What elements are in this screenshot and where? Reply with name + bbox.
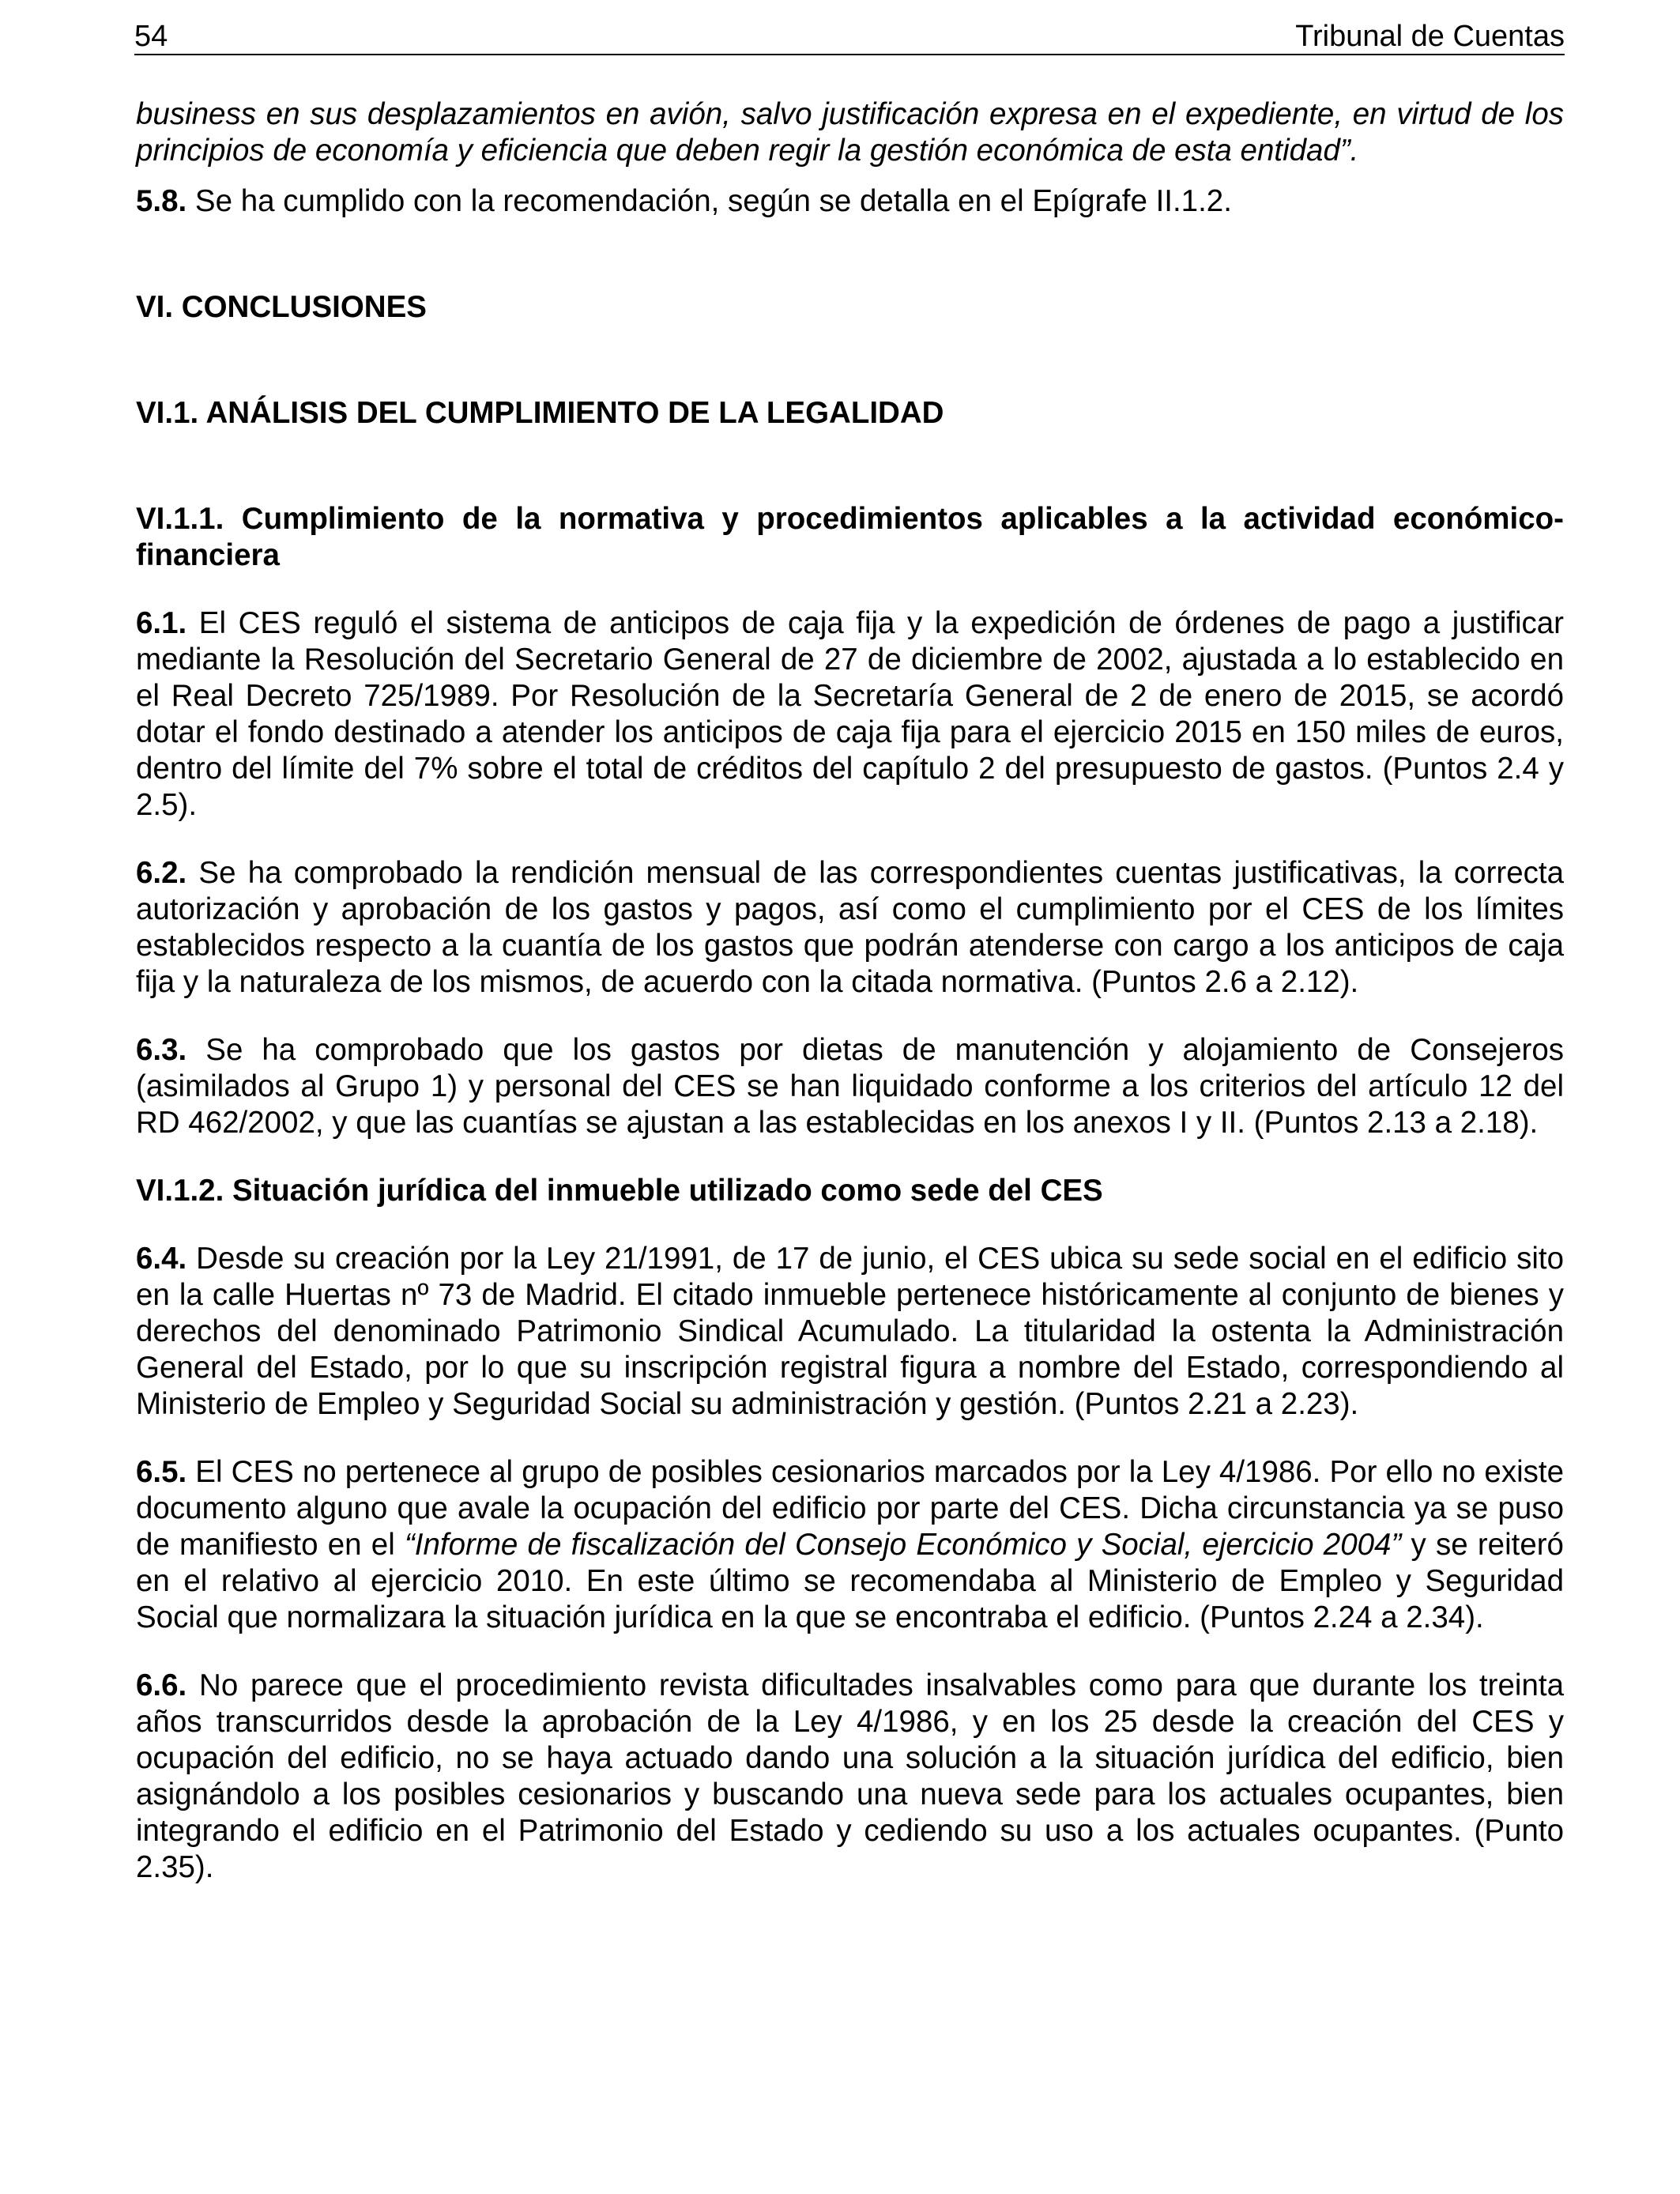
paragraph-text: y se reiteró en el relativo al ejercicio 2010. En este último se recomendaba al Ministerio de Empleo y Seguridad Social que normalizara la situación jurídica en la que se encontraba el edificio. (Puntos 2.24 a 2.34). [136, 1528, 1564, 1634]
paragraph-6-5 [136, 1454, 1564, 1636]
paragraph-text: Se ha comprobado que los gastos por dietas de manutención y alojamiento de Consejeros (asimilados al Grupo 1) y personal del CES se han liquidado conforme a los criterios del artículo 12 del RD 462/2002, y que las cuantías se ajustan a las establecidas en los anexos I y II. (Puntos 2.13 a 2.18). [136, 1033, 1564, 1140]
paragraph-number: 6.4. [136, 1242, 187, 1276]
section-heading-vi: VI. CONCLUSIONES [136, 290, 427, 324]
subsection-heading-vi-1-2: VI.1.2. Situación jurídica del inmueble utilizado como sede del CES [136, 1174, 1103, 1208]
paragraph-text: El CES no pertenece al grupo de posibles cesionarios marcados por la Ley 4/1986. Por ello no existe documento alguno que avale la ocupación del edificio por parte del CES. Dicha circunstancia ya se puso de manifiesto en el [136, 1455, 1564, 1562]
paragraph-number: 5.8. [136, 184, 187, 218]
paragraph-number: 6.3. [136, 1033, 187, 1067]
paragraph-number: 6.5. [136, 1455, 187, 1489]
page-number: 54 [134, 20, 168, 53]
quote-continuation: business en sus desplazamientos en avión, salvo justificación expresa en el expediente, en virtud de los principios de economía y eficiencia que deben regir la gestión económica de esta entidad”. [136, 97, 1564, 168]
paragraph-6-6 [136, 1668, 1564, 1886]
subsection-heading-vi-1-1: VI.1.1. Cumplimiento de la normativa y procedimientos aplicables a la actividad económico-financiera [136, 502, 1564, 572]
section-heading-vi-1: VI.1. ANÁLISIS DEL CUMPLIMIENTO DE LA LEGALIDAD [136, 396, 944, 430]
paragraph-6-1 [136, 605, 1564, 824]
paragraph-number: 6.1. [136, 606, 187, 640]
report-title: “Informe de fiscalización del Consejo Económico y Social, ejercicio 2004” [404, 1528, 1402, 1562]
paragraph-text: Desde su creación por la Ley 21/1991, de 17 de junio, el CES ubica su sede social en el edificio sito en la calle Huertas nº 73 de Madrid. El citado inmueble pertenece históricamente al conjunto de bienes y derechos del denominado Patrimonio Sindical Acumulado. La titularidad la ostenta la Administración General del Estado, por lo que su inscripción registral figura a nombre del Estado, correspondiendo al Ministerio de Empleo y Seguridad Social su administración y gestión. (Puntos 2.21 a 2.23). [136, 1242, 1564, 1421]
paragraph-6-2 [136, 855, 1564, 1001]
paragraph-number: 6.6. [136, 1668, 187, 1702]
paragraph-6-3 [136, 1032, 1564, 1141]
paragraph-number: 6.2. [136, 856, 187, 890]
paragraph-5-8 [136, 183, 1564, 220]
paragraph-text: Se ha cumplido con la recomendación, según se detalla en el Epígrafe II.1.2. [186, 184, 1232, 218]
header-title: Tribunal de Cuentas [1295, 20, 1565, 53]
paragraph-text: No parece que el procedimiento revista dificultades insalvables como para que durante los treinta años transcurridos desde la aprobación de la Ley 4/1986, y en los 25 desde la creación del CES y ocupación del edificio, no se haya actuado dando una solución a la situación jurídica del edificio, bien asignándolo a los posibles cesionarios y buscando una nueva sede para los actuales ocupantes, bien integrando el edificio en el Patrimonio del Estado y cediendo su uso a los actuales ocupantes. (Punto 2.35). [136, 1668, 1564, 1884]
body-text [136, 96, 1564, 1886]
paragraph-text: Se ha comprobado la rendición mensual de las correspondientes cuentas justificativas, la correcta autorización y aprobación de los gastos y pagos, así como el cumplimiento por el CES de los límites establecidos respecto a la cuantía de los gastos que podrán atenderse con cargo a los anticipos de caja fija y la naturaleza de los mismos, de acuerdo con la citada normativa. (Puntos 2.6 a 2.12). [136, 856, 1564, 999]
paragraph-text: El CES reguló el sistema de anticipos de caja fija y la expedición de órdenes de pago a justificar mediante la Resolución del Secretario General de 27 de diciembre de 2002, ajustada a lo establecido en el Real Decreto 725/1989. Por Resolución de la Secretaría General de 2 de enero de 2015, se acordó dotar el fondo destinado a atender los anticipos de caja fija para el ejercicio 2015 en 150 miles de euros, dentro del límite del 7% sobre el total de créditos del capítulo 2 del presupuesto de gastos. (Puntos 2.4 y 2.5). [136, 606, 1564, 822]
running-header [134, 11, 1565, 55]
paragraph-6-4 [136, 1241, 1564, 1423]
